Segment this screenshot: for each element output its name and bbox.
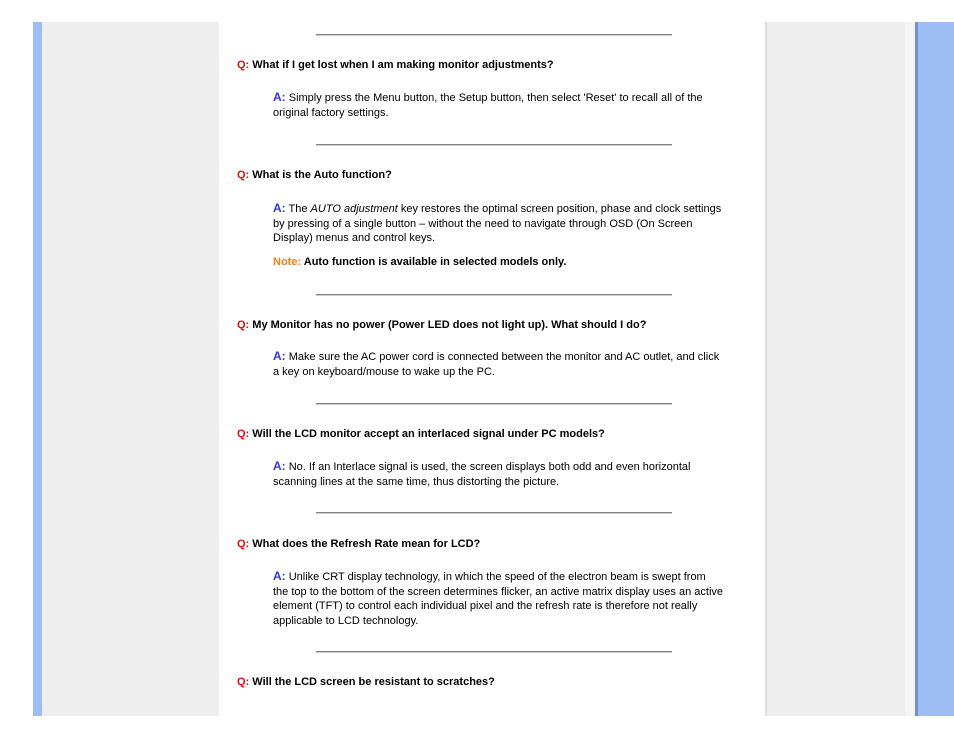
faq-question-1	[237, 59, 554, 71]
question-label: Q:	[237, 319, 250, 331]
note-label: Note:	[273, 256, 302, 268]
answer-label: A:	[273, 459, 286, 473]
question-label: Q:	[237, 538, 250, 550]
right-margin-panel	[765, 22, 917, 716]
answer-label: A:	[273, 569, 286, 583]
faq-answer-2	[273, 201, 723, 246]
divider	[316, 403, 672, 405]
faq-answer-4	[273, 459, 723, 489]
left-margin-panel	[42, 22, 219, 716]
faq-content[interactable]	[220, 22, 765, 716]
faq-question-5	[237, 538, 480, 550]
question-text: My Monitor has no power (Power LED does not light up). What should I do?	[252, 319, 647, 331]
answer-text: No. If an Interlace signal is used, the screen displays both odd and even horizontal scanning lines at the same time, thus distorting the picture.	[273, 461, 691, 488]
answer-text: Make sure the AC power cord is connected between the monitor and AC outlet, and click a key on keyboard/mouse to wake up the PC.	[273, 351, 720, 378]
divider	[316, 294, 672, 296]
divider	[316, 512, 672, 514]
faq-question-6	[237, 676, 495, 688]
answer-label: A:	[273, 90, 286, 104]
question-text: What if I get lost when I am making monitor adjustments?	[252, 59, 554, 71]
note-text: Auto function is available in selected models only.	[303, 256, 567, 268]
answer-label: A:	[273, 349, 286, 363]
faq-question-3	[237, 319, 646, 331]
question-text: Will the LCD screen be resistant to scratches?	[252, 676, 495, 688]
question-label: Q:	[237, 169, 250, 181]
question-text: What does the Refresh Rate mean for LCD?	[252, 538, 481, 550]
answer-text-start: The	[288, 203, 311, 215]
faq-question-2	[237, 169, 392, 181]
faq-answer-3	[273, 349, 723, 379]
right-inner-strip	[905, 22, 915, 716]
question-text: What is the Auto function?	[252, 169, 392, 181]
answer-text: Unlike CRT display technology, in which the speed of the electron beam is swept from the top to the bottom of the screen determines flicker, an active matrix display uses an active element (TFT) to control each individual pixel and the refresh rate is therefore not really applicable to LCD technology.	[273, 571, 724, 627]
answer-text: Simply press the Menu button, the Setup button, then select 'Reset' to recall all of the original factory settings.	[273, 92, 703, 119]
question-label: Q:	[237, 59, 250, 71]
faq-answer-5	[273, 569, 723, 628]
question-label: Q:	[237, 676, 250, 688]
faq-note	[273, 256, 566, 268]
right-blue-border	[918, 22, 954, 716]
left-blue-border	[33, 22, 42, 716]
divider	[316, 34, 672, 36]
question-text: Will the LCD monitor accept an interlaced signal under PC models?	[252, 428, 605, 440]
faq-answer-1	[273, 90, 723, 120]
divider	[316, 144, 672, 146]
answer-emphasis: AUTO adjustment	[310, 203, 398, 215]
faq-question-4	[237, 428, 605, 440]
answer-label: A:	[273, 201, 286, 215]
question-label: Q:	[237, 428, 250, 440]
answer-text-end: key restores the optimal screen position, phase and clock settings by pressing of a single button – without the need to navigate through OSD (On Screen Display) menus and control keys.	[273, 203, 722, 245]
divider	[316, 651, 672, 653]
